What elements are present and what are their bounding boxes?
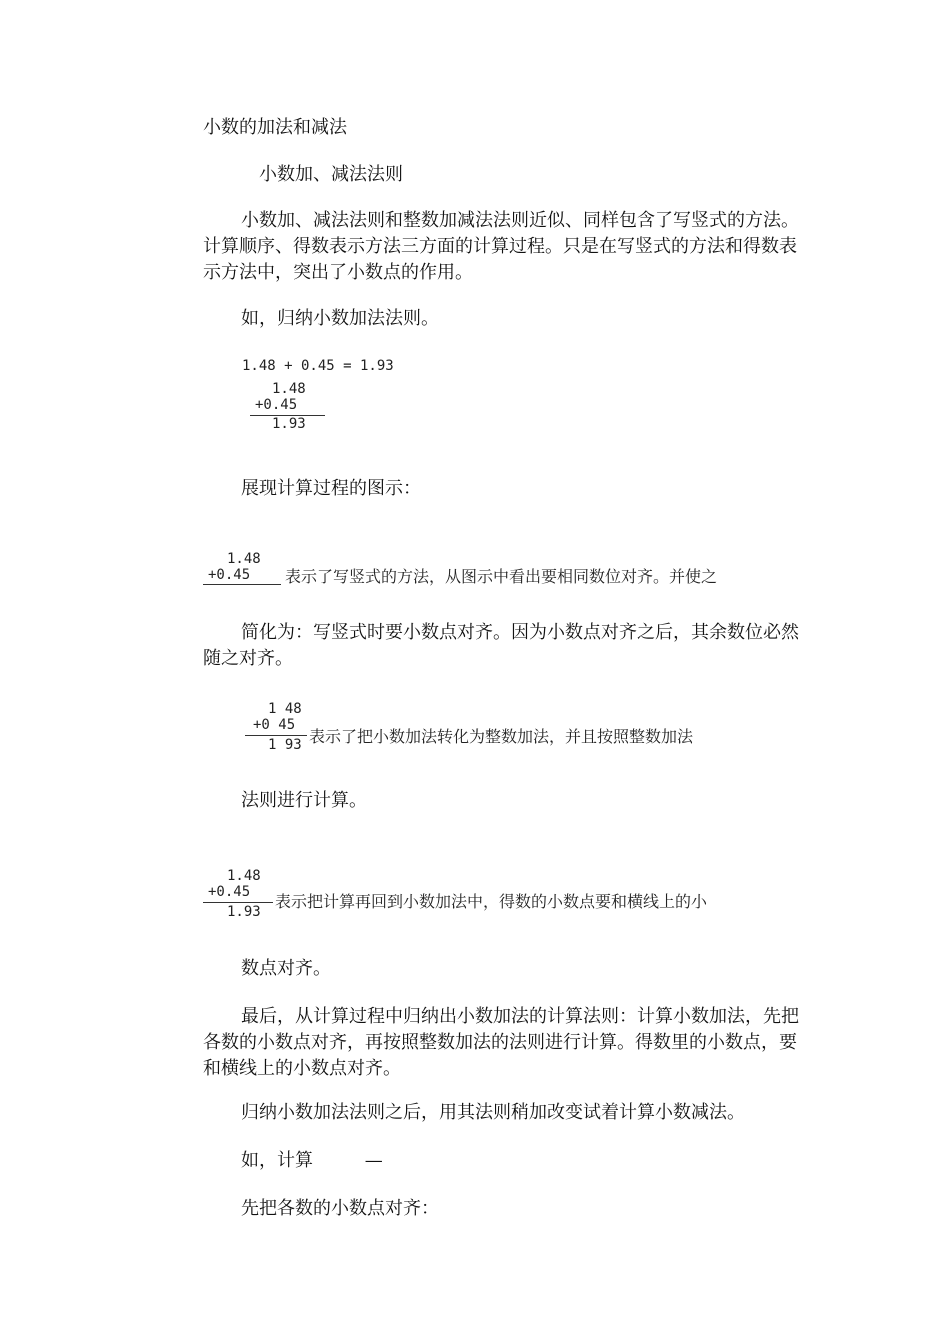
paragraph-process: 展现计算过程的图示： bbox=[241, 478, 421, 499]
paragraph-summary-text: 最后，从计算过程中归纳出小数加法的计算法则：计算小数加法，先把各数的小数点对齐，再按照整数加法的法则进行计算。得数里的小数点，要和横线上的小数点对齐。 bbox=[203, 1006, 799, 1079]
vertical-top-number: 1.48 bbox=[227, 868, 261, 884]
sum-line bbox=[203, 902, 273, 903]
paragraph-align: 数点对齐。 bbox=[241, 958, 331, 979]
paragraph-intro bbox=[203, 208, 811, 286]
section-heading: 小数加、减法法则 bbox=[259, 164, 403, 185]
page-title: 小数的加法和减法 bbox=[203, 117, 347, 138]
vertical-addend: +0.45 bbox=[208, 567, 251, 583]
figure-caption: 表示把计算再回到小数加法中，得数的小数点要和横线上的小 bbox=[275, 892, 708, 911]
vertical-top-number: 1.48 bbox=[227, 551, 261, 567]
addition-figure-1 bbox=[242, 358, 412, 438]
sum-line bbox=[245, 735, 307, 736]
paragraph-rule: 法则进行计算。 bbox=[241, 790, 367, 811]
minus-sign: — bbox=[364, 1150, 383, 1171]
vertical-result: 1.93 bbox=[227, 904, 261, 920]
vertical-addend: +0.45 bbox=[255, 397, 298, 413]
addition-figure-4 bbox=[203, 868, 763, 924]
figure-caption: 表示了写竖式的方法，从图示中看出要相同数位对齐。并使之 bbox=[285, 567, 718, 586]
vertical-addend: +0 45 bbox=[253, 717, 296, 733]
paragraph-example: 如，归纳小数加法法则。 bbox=[241, 308, 439, 329]
paragraph-simplify bbox=[203, 620, 811, 672]
figure-caption: 表示了把小数加法转化为整数加法，并且按照整数加法 bbox=[309, 727, 694, 746]
vertical-top-number: 1.48 bbox=[272, 381, 306, 397]
vertical-top-number: 1 48 bbox=[268, 701, 302, 717]
paragraph-example-subtraction bbox=[241, 1148, 383, 1174]
sum-line bbox=[203, 584, 281, 585]
paragraph-summary bbox=[203, 1004, 811, 1082]
vertical-result: 1.93 bbox=[272, 416, 306, 432]
paragraph-simplify-text: 简化为：写竖式时要小数点对齐。因为小数点对齐之后，其余数位必然随之对齐。 bbox=[203, 622, 799, 669]
equation-text: 1.48 + 0.45 = 1.93 bbox=[242, 358, 394, 374]
vertical-result: 1 93 bbox=[268, 737, 302, 753]
paragraph-intro-text: 小数加、减法法则和整数加减法法则近似、同样包含了写竖式的方法。计算顺序、得数表示方法三方面的计算过程。只是在写竖式的方法和得数表示方法中，突出了小数点的作用。 bbox=[203, 210, 799, 283]
paragraph-subtraction: 归纳小数加法法则之后，用其法则稍加改变试着计算小数减法。 bbox=[241, 1102, 745, 1123]
addition-figure-3 bbox=[245, 701, 765, 757]
paragraph-align-points: 先把各数的小数点对齐： bbox=[241, 1198, 439, 1219]
example-label: 如，计算 bbox=[241, 1150, 313, 1171]
addition-figure-2 bbox=[203, 549, 763, 589]
vertical-addend: +0.45 bbox=[208, 884, 251, 900]
